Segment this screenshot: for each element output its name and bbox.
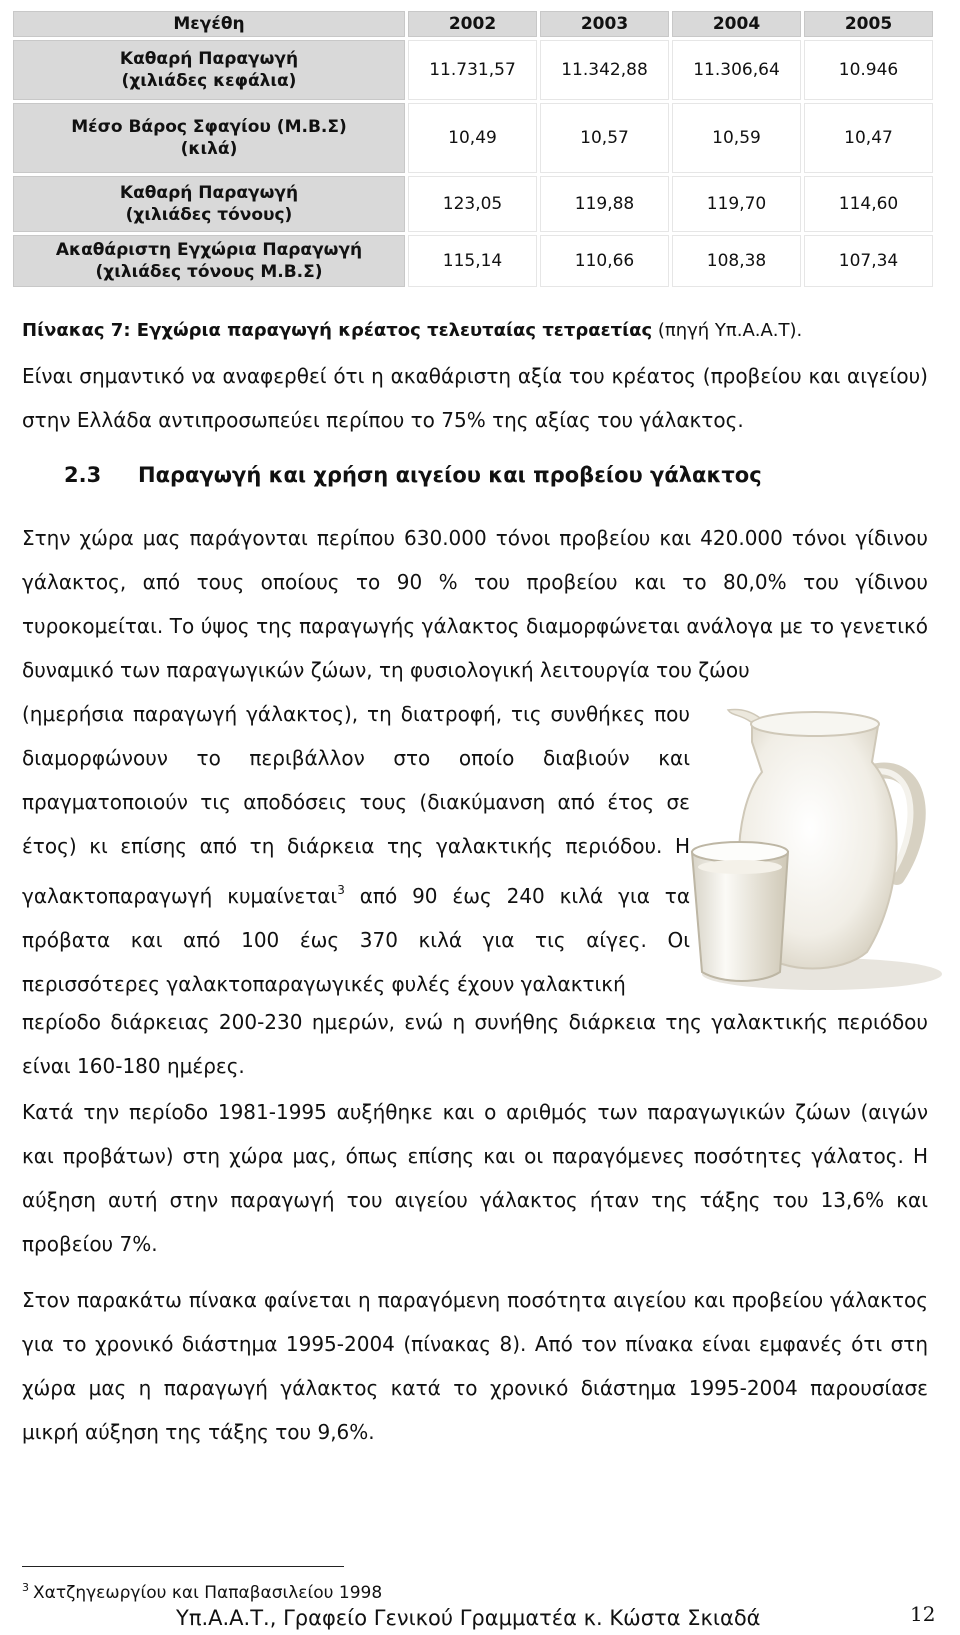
table-cell: 110,66 [540, 235, 669, 287]
row-label [13, 103, 405, 173]
row-label [13, 176, 405, 232]
row-label-line: Καθαρή Παραγωγή [119, 49, 299, 69]
paragraph-milk-production-tail: περίοδο διάρκειας 200-230 ημερών, ενώ η συνήθης διάρκεια της γαλακτικής περιόδου είναι 160-180 ημέρες. [22, 1010, 928, 1078]
table-cell: 10.946 [804, 40, 933, 100]
section-number: 2.3 [64, 463, 102, 487]
paragraph-table-intro: Στον παρακάτω πίνακα φαίνεται η παραγόμενη ποσότητα αιγείου και προβείου γάλακτος για το χρονικό διάστημα 1995-2004 (πίνακας 8). Από τον πίνακα είναι εμφανές ότι στη χώρα μας η παραγωγή γάλακτος κατά το χρονικό διάστημα 1995-2004 παρουσίασε μικρή αύξηση της τάξης του 9,6%. [22, 1288, 928, 1444]
table-cell: 11.306,64 [672, 40, 801, 100]
paragraph-animal-numbers: Κατά την περίοδο 1981-1995 αυξήθηκε και ο αριθμός των παραγωγικών ζώων (αιγών και προβάτων) στη χώρα μας, όπως επίσης και οι παραγόμενες ποσότητες γάλατος. Η αύξηση αυτή στην παραγωγή του αιγείου γάλακτος ήταν της τάξης του 13,6% και προβείου 7%. [22, 1100, 928, 1256]
table-cell: 108,38 [672, 235, 801, 287]
row-label-line: (χιλιάδες τόνους Μ.Β.Σ) [95, 262, 323, 282]
milk-jug-image [682, 702, 942, 1000]
stats-table [10, 8, 936, 290]
row-label-line: (χιλιάδες τόνους) [125, 205, 293, 225]
table-header-cell: 2003 [540, 11, 669, 37]
table-cell: 10,57 [540, 103, 669, 173]
paragraph-milk-production: Στην χώρα μας παράγονται περίπου 630.000 τόνοι προβείου και 420.000 τόνοι γίδινου γάλακτος, από τους οποίους το 90 % του προβείου και το 80,0% του γίδινου τυροκομείται. Το ύψος της παραγωγής γάλακτος διαμορφώνεται ανάλογα με το γενετικό δυναμικό των παραγωγικών ζώων, τη φυσιολογική λειτουργία του ζώου [22, 526, 928, 682]
row-label-line: Καθαρή Παραγωγή [119, 183, 299, 203]
table-cell: 11.342,88 [540, 40, 669, 100]
milk-jug-illustration [682, 702, 942, 1000]
footnote-reference: 3 [337, 883, 345, 897]
table-row [13, 235, 933, 287]
table-cell: 10,47 [804, 103, 933, 173]
page-footer: Υπ.Α.Α.Τ., Γραφείο Γενικού Γραμματέα κ. Κώστα Σκιαδά [176, 1606, 761, 1630]
table-header-cell: 2005 [804, 11, 933, 37]
table-cell: 119,70 [672, 176, 801, 232]
row-label [13, 235, 405, 287]
caption-source: (πηγή Υπ.Α.Α.Τ). [652, 320, 803, 341]
text-run: από 90 έως 240 κιλά για τα πρόβατα και από 100 έως 370 κιλά για τις αίγες. Οι περισσότερες γαλακτοπαραγωγικές φυλές έχουν γαλακτική [22, 884, 691, 996]
table-row [13, 103, 933, 173]
table-cell: 114,60 [804, 176, 933, 232]
row-label-line: Ακαθάριστη Εγχώρια Παραγωγή [55, 240, 363, 260]
table-header-cell: 2002 [408, 11, 537, 37]
table-row [13, 40, 933, 100]
meat-production-table [10, 8, 936, 290]
paragraph-milk-production-cont [22, 692, 690, 1006]
table-cell: 107,34 [804, 235, 933, 287]
table-cell: 123,05 [408, 176, 537, 232]
row-label [13, 40, 405, 100]
table-cell: 10,49 [408, 103, 537, 173]
section-title: Παραγωγή και χρήση αιγείου και προβείου γάλακτος [138, 463, 762, 487]
row-label-line: (χιλιάδες κεφάλια) [121, 71, 297, 91]
caption-bold: Πίνακας 7: Εγχώρια παραγωγή κρέατος τελευταίας τετραετίας [22, 320, 653, 341]
table-cell: 119,88 [540, 176, 669, 232]
row-label-line: (κιλά) [180, 139, 238, 159]
table-header-row [13, 11, 933, 37]
row-label-line: Μέσο Βάρος Σφαγίου (Μ.Β.Σ) [71, 117, 347, 137]
table-caption [22, 318, 802, 344]
page-number: 12 [910, 1602, 936, 1626]
footnote [22, 1576, 382, 1605]
table-row [13, 176, 933, 232]
table-header-cell: 2004 [672, 11, 801, 37]
table-header-cell: Μεγέθη [13, 11, 405, 37]
paragraph-meat-value: Είναι σημαντικό να αναφερθεί ότι η ακαθάριστη αξία του κρέατος (προβείου και αιγείου) στην Ελλάδα αντιπροσωπεύει περίπου το 75% της αξίας του γάλακτος. [22, 364, 928, 432]
text-run: (ημερήσια παραγωγή γάλακτος), τη διατροφή, τις συνθήκες που διαμορφώνουν το περιβάλλον στο οποίο διαβιούν και πραγματοποιούν τις αποδόσεις τους (διακύμανση από έτος σε έτος) κι επίσης από τη διάρκεια της γαλακτικής περιόδου. Η γαλακτοπαραγωγή κυμαίνεται [22, 702, 690, 908]
footnote-divider [22, 1566, 344, 1567]
table-cell: 10,59 [672, 103, 801, 173]
footnote-mark: 3 [22, 1581, 29, 1594]
table-cell: 11.731,57 [408, 40, 537, 100]
section-heading [64, 460, 762, 490]
footnote-text: Χατζηγεωργίου και Παπαβασιλείου 1998 [33, 1583, 383, 1603]
table-cell: 115,14 [408, 235, 537, 287]
